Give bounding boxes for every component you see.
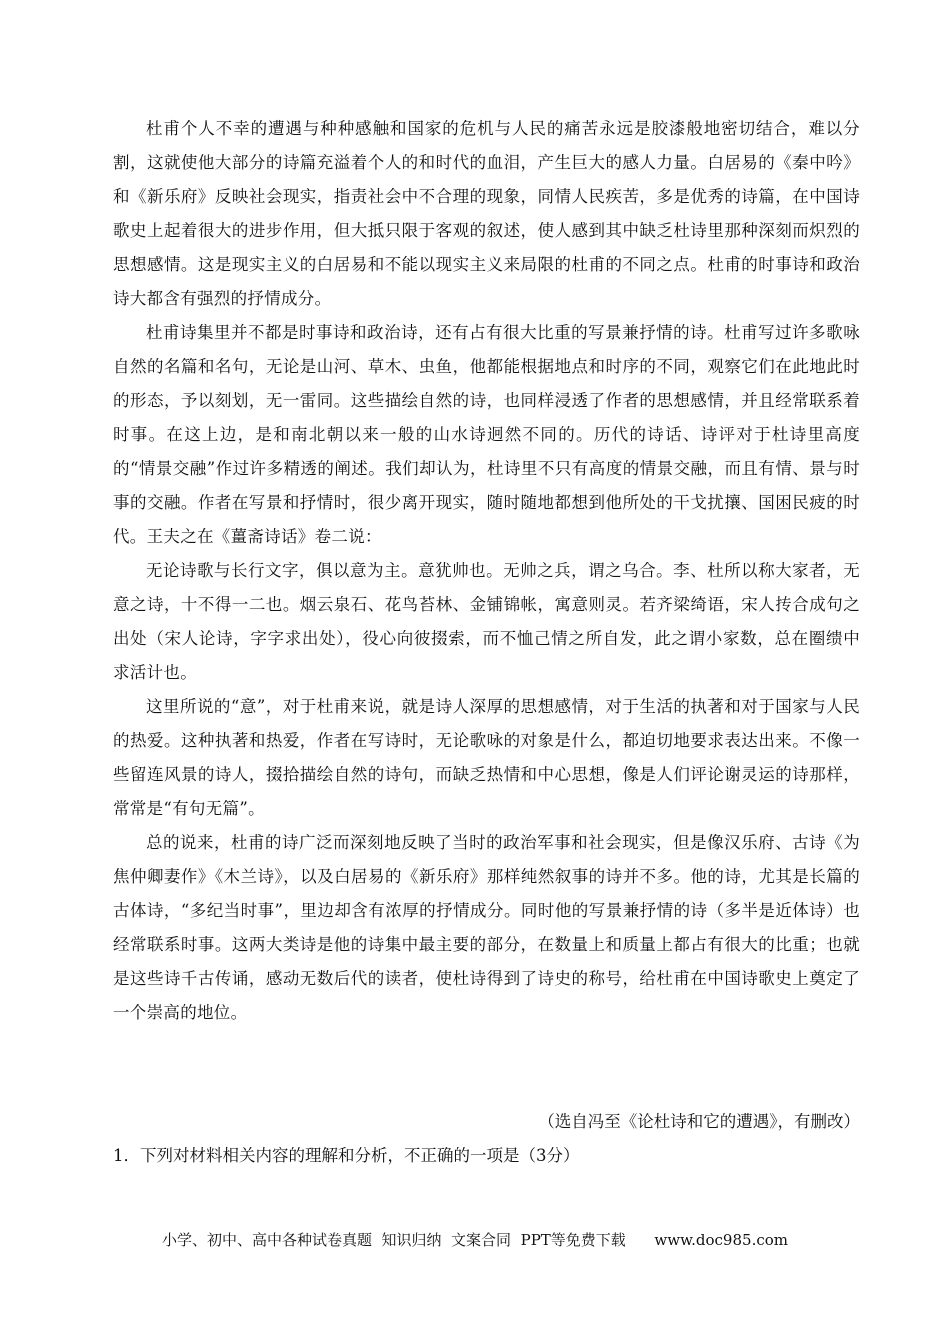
paragraph-4: 这里所说的“意”，对于杜甫来说，就是诗人深厚的思想感情，对于生活的执著和对于国家与人民的热爱。这种执著和热爱，作者在写诗时，无论歌咏的对象是什么，都迫切地要求表达出来。不像一些留连风景的诗人，掇拾描绘自然的诗句，而缺乏热情和中心思想，像是人们评论谢灵运的诗那样，常常是“有句无篇”。: [113, 697, 860, 818]
source-citation: （选自冯至《论杜诗和它的遭遇》，有删改）: [538, 1112, 860, 1131]
quoted-passage: 无论诗歌与长行文字，俱以意为主。意犹帅也。无帅之兵，谓之乌合。李、杜所以称大家者，无意之诗，十不得一二也。烟云泉石、花鸟苔林、金铺锦帐，寓意则灵。若齐梁绮语，宋人抟合成句之出处（宋人论诗，字字求出处），役心向彼掇索，而不恤己情之所自发，此之谓小家数，总在圈缋中求活计也。: [113, 561, 860, 682]
question-1: 1．下列对材料相关内容的理解和分析，不正确的一项是（3分）: [113, 1146, 580, 1165]
page-footer: 小学、初中、高中各种试卷真题 知识归纳 文案合同 PPT等免费下载 www.doc985.com: [161, 1231, 788, 1249]
article-body: [113, 112, 860, 1030]
paragraph-1: 杜甫个人不幸的遭遇与种种感触和国家的危机与人民的痛苦永远是胶漆般地密切结合，难以分割，这就使他大部分的诗篇充溢着个人的和时代的血泪，产生巨大的感人力量。白居易的《秦中吟》和《新乐府》反映社会现实，指责社会中不合理的现象，同情人民疾苦，多是优秀的诗篇，在中国诗歌史上起着很大的进步作用，但大抵只限于客观的叙述，使人感到其中缺乏杜诗里那种深刻而炽烈的思想感情。这是现实主义的白居易和不能以现实主义来局限的杜甫的不同之点。杜甫的时事诗和政治诗大都含有强烈的抒情成分。: [113, 119, 860, 308]
paragraph-5: 总的说来，杜甫的诗广泛而深刻地反映了当时的政治军事和社会现实，但是像汉乐府、古诗《为焦仲卿妻作》《木兰诗》，以及白居易的《新乐府》那样纯然叙事的诗并不多。他的诗，尤其是长篇的古体诗，“多纪当时事”，里边却含有浓厚的抒情成分。同时他的写景兼抒情的诗（多半是近体诗）也经常联系时事。这两大类诗是他的诗集中最主要的部分，在数量上和质量上都占有很大的比重；也就是这些诗千古传诵，感动无数后代的读者，使杜诗得到了诗史的称号，给杜甫在中国诗歌史上奠定了一个崇高的地位。: [113, 833, 860, 1022]
paragraph-2: 杜甫诗集里并不都是时事诗和政治诗，还有占有很大比重的写景兼抒情的诗。杜甫写过许多歌咏自然的名篇和名句，无论是山河、草木、虫鱼，他都能根据地点和时序的不同，观察它们在此地此时的形态，予以刻划，无一雷同。这些描绘自然的诗，也同样浸透了作者的思想感情，并且经常联系着时事。在这上边，是和南北朝以来一般的山水诗迥然不同的。历代的诗话、诗评对于杜诗里高度的“情景交融”作过许多精透的阐述。我们却认为，杜诗里不只有高度的情景交融，而且有情、景与时事的交融。作者在写景和抒情时，很少离开现实，随时随地都想到他所处的干戈扰攘、国困民疲的时代。王夫之在《薑斋诗话》卷二说：: [113, 323, 860, 546]
